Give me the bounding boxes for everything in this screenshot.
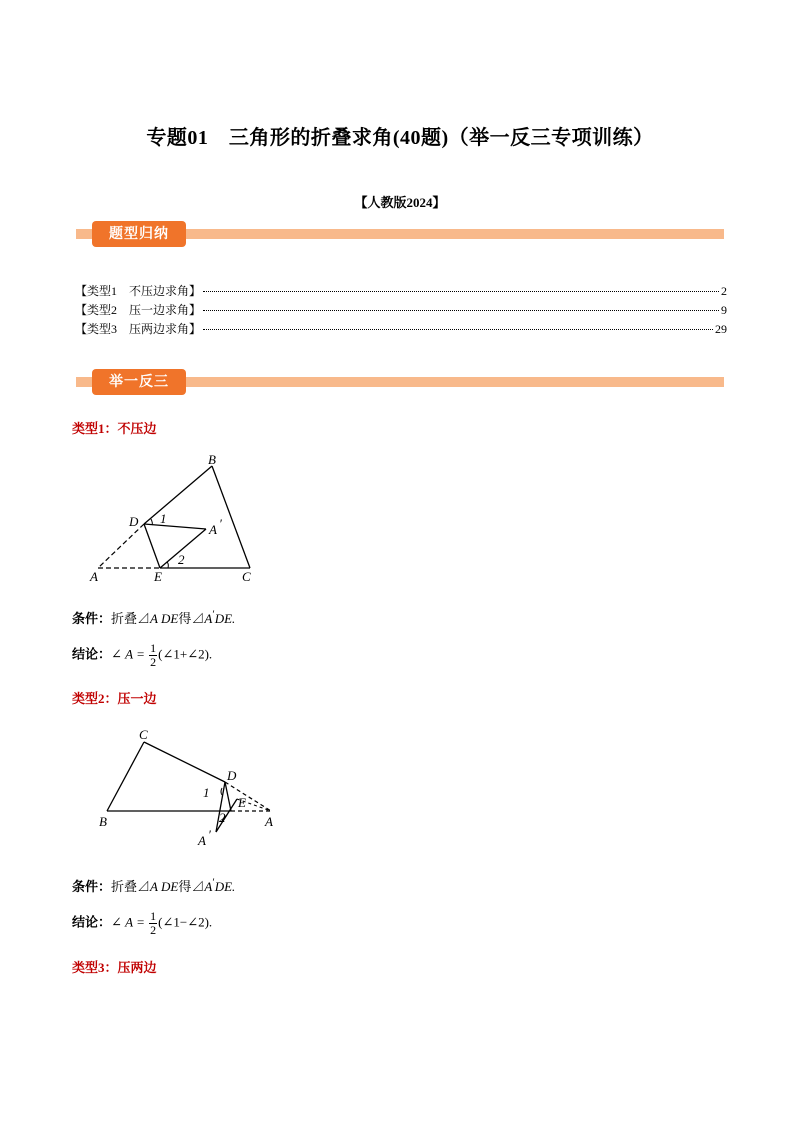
conclusion-label: 结论： — [72, 646, 112, 662]
fraction-numerator: 1 — [150, 641, 157, 655]
prime-mark: ′ — [212, 608, 215, 621]
toc-entry-page: 29 — [715, 322, 727, 336]
segment-de: DE. — [214, 611, 236, 626]
toc-entry-2[interactable] — [75, 301, 727, 319]
fraction-half — [149, 642, 157, 669]
label-angle-1: 1 — [160, 511, 167, 526]
toc-leader — [203, 328, 713, 330]
label-A-prime: A — [209, 522, 217, 537]
label-D: D — [129, 514, 139, 529]
toc-entry-label: 【类型3 压两边求角】 — [75, 322, 202, 336]
figure-type2-svg — [95, 725, 295, 855]
triangle-symbol: ⊿ — [137, 879, 151, 894]
segment-de: DE. — [214, 879, 236, 894]
label-E: E — [238, 795, 246, 810]
toc-entry-label: 【类型2 压一边求角】 — [75, 303, 202, 317]
toc-leader — [203, 309, 719, 311]
point-a: A — [204, 879, 213, 894]
condition-type1 — [72, 608, 235, 627]
condition-get: 得 — [178, 611, 192, 626]
label-E: E — [154, 569, 162, 584]
label-C: C — [139, 727, 148, 742]
condition-type2 — [72, 876, 235, 895]
section-heading-type1: 类型1：不压边 — [72, 421, 157, 436]
label-D: D — [227, 768, 237, 783]
conclusion-type1 — [72, 642, 212, 669]
angle-a-lhs: ∠ A = — [111, 914, 145, 930]
triangle-ade: A DE — [150, 611, 179, 626]
prime-mark: ′ — [212, 876, 215, 889]
prime-mark: ′ — [208, 827, 211, 842]
figure-type2 — [95, 725, 295, 855]
label-A-prime: A — [198, 833, 206, 848]
fraction-numerator: 1 — [150, 909, 157, 923]
condition-text: 折叠 — [111, 879, 138, 894]
toc-entry-page: 9 — [721, 303, 727, 317]
page-title: 专题01 三角形的折叠求角(40题)（举一反三专项训练） — [146, 127, 654, 149]
conclusion-type2 — [72, 910, 212, 937]
label-A: A — [90, 569, 98, 584]
figure-type1 — [78, 452, 278, 588]
triangle-symbol: ⊿ — [191, 611, 205, 626]
conclusion-label: 结论： — [72, 914, 112, 930]
triangle-symbol: ⊿ — [191, 879, 205, 894]
edition-label: 【人教版2024】 — [354, 195, 446, 210]
practice-banner-tag: 举一反三 — [92, 369, 186, 395]
condition-label: 条件： — [72, 879, 112, 894]
label-angle-2: 2 — [178, 552, 185, 567]
triangle-ade: A DE — [150, 879, 179, 894]
point-a: A — [204, 611, 213, 626]
toc-entry-label: 【类型1 不压边求角】 — [75, 284, 202, 298]
summary-banner — [76, 221, 724, 247]
angle-sum: (∠1+∠2). — [158, 646, 213, 662]
toc-entry-page: 2 — [721, 284, 727, 298]
fraction-half — [149, 910, 157, 937]
figure-type1-svg — [78, 452, 278, 588]
angle-difference: (∠1−∠2). — [158, 914, 213, 930]
condition-label: 条件： — [72, 611, 112, 626]
prime-mark: ′ — [219, 516, 222, 531]
label-C: C — [242, 569, 251, 584]
fraction-denominator: 2 — [150, 923, 157, 937]
toc-entry-1[interactable] — [75, 282, 727, 300]
condition-text: 折叠 — [111, 611, 138, 626]
section-heading-type2: 类型2：压一边 — [72, 691, 157, 706]
condition-get: 得 — [178, 879, 192, 894]
practice-banner — [76, 369, 724, 395]
fraction-denominator: 2 — [150, 655, 157, 669]
label-B: B — [99, 814, 107, 829]
toc-leader — [203, 290, 719, 292]
label-A: A — [265, 814, 273, 829]
toc-entry-3[interactable] — [75, 320, 727, 338]
label-B: B — [208, 452, 216, 467]
summary-banner-tag: 题型归纳 — [92, 221, 186, 247]
section-heading-type3: 类型3：压两边 — [72, 960, 157, 975]
label-angle-2: 2 — [219, 810, 226, 825]
triangle-symbol: ⊿ — [137, 611, 151, 626]
angle-a-lhs: ∠ A = — [111, 646, 145, 662]
label-angle-1: 1 — [203, 785, 210, 800]
